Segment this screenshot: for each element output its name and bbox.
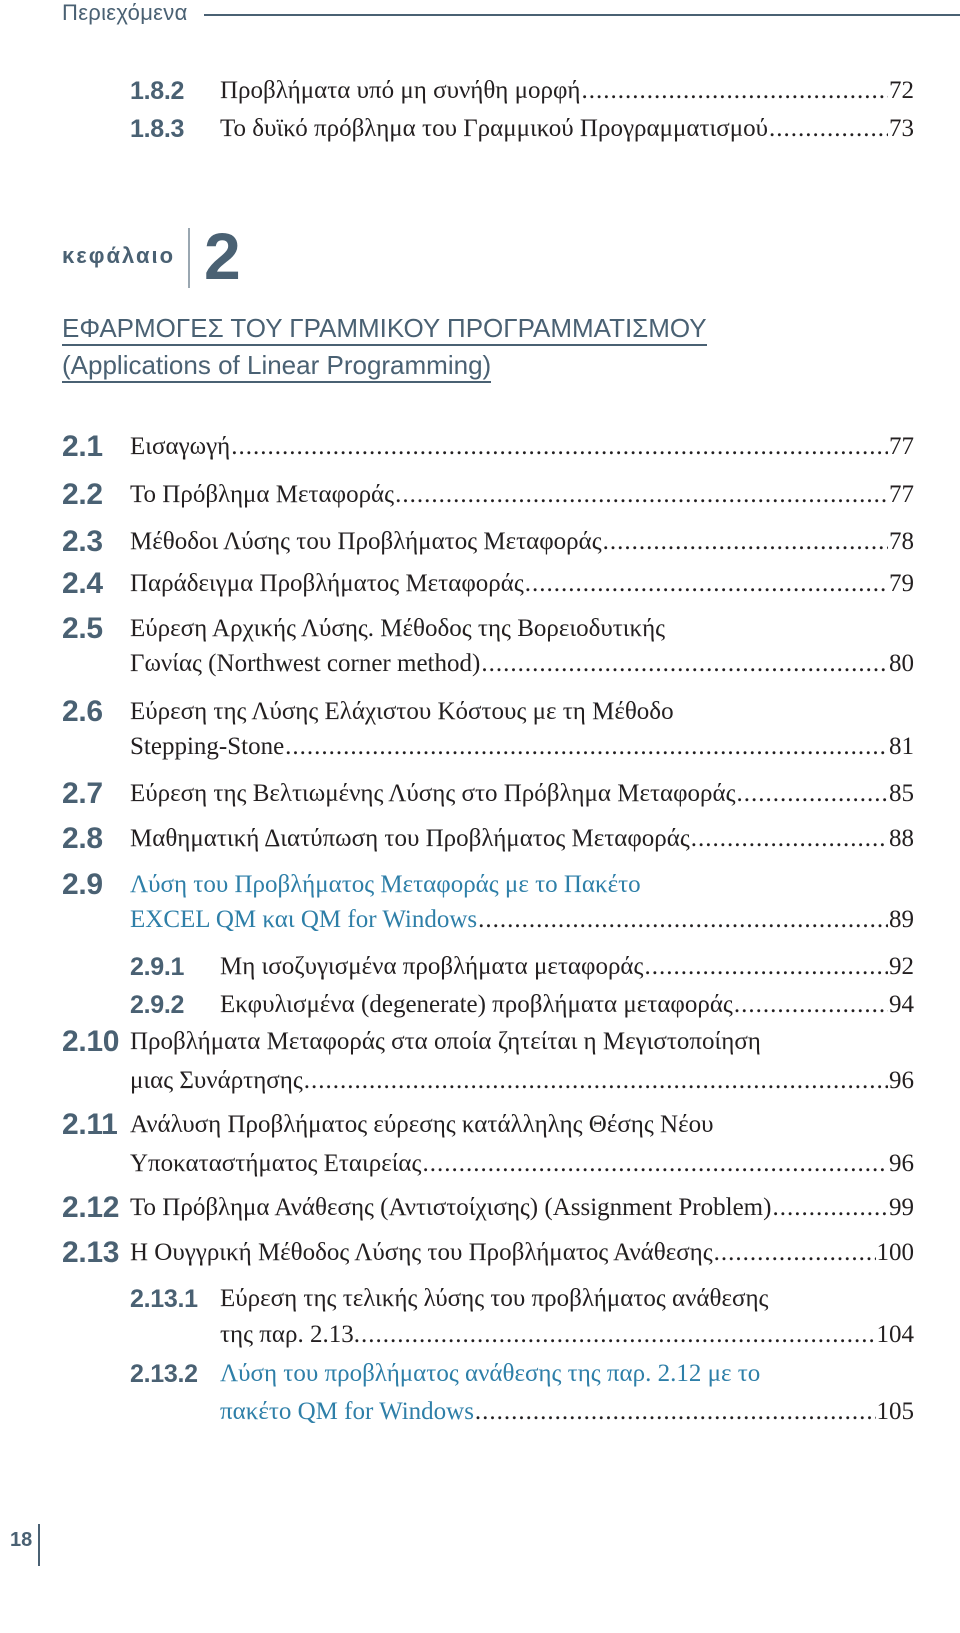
toc-text-line[interactable]: Λύση του προβλήματος ανάθεσης της παρ. 2.12 με το xyxy=(220,1360,761,1387)
toc-text: της παρ. 2.13. xyxy=(220,1321,360,1348)
toc-page: 79 xyxy=(889,570,914,597)
toc-number: 2.6 xyxy=(62,695,103,728)
toc-entry[interactable] xyxy=(130,1147,914,1181)
toc-page: 80 xyxy=(889,650,914,677)
toc-entry[interactable] xyxy=(220,988,914,1022)
toc-entry[interactable] xyxy=(130,647,914,681)
toc-number: 2.13 xyxy=(62,1236,120,1269)
toc-text: EXCEL QM και QM for Windows xyxy=(130,906,478,933)
toc-number: 2.12 xyxy=(62,1191,120,1224)
leader-dots xyxy=(603,525,888,559)
leader-dots xyxy=(478,903,888,937)
toc-text-line[interactable]: Λύση του Προβλήματος Μεταφοράς με το Πακέτο xyxy=(130,871,641,898)
toc-page: 88 xyxy=(889,825,914,852)
toc-text: Μέθοδοι Λύσης του Προβλήματος Μεταφοράς xyxy=(130,528,602,555)
toc-page: 100 xyxy=(876,1239,914,1266)
toc-number: 1.8.2 xyxy=(130,77,185,105)
toc-entry[interactable] xyxy=(130,478,914,512)
toc-number: 2.2 xyxy=(62,478,103,511)
toc-text: Stepping-Stone xyxy=(130,733,285,760)
toc-entry[interactable] xyxy=(220,112,914,146)
toc-entry[interactable] xyxy=(130,1191,914,1225)
toc-page: 85 xyxy=(889,780,914,807)
toc-number: 2.11 xyxy=(62,1108,118,1141)
toc-text-line[interactable]: Προβλήματα Μεταφοράς στα οποία ζητείται η Μεγιστοποίηση xyxy=(130,1028,761,1055)
toc-page: 81 xyxy=(889,733,914,760)
toc-entry[interactable] xyxy=(130,1064,914,1098)
toc-page: 72 xyxy=(889,77,914,104)
toc-number: 2.10 xyxy=(62,1025,120,1058)
toc-number: 2.9 xyxy=(62,868,103,901)
chapter-word: κεφάλαιο xyxy=(62,243,176,268)
toc-entry[interactable] xyxy=(130,777,914,811)
page-number-rule xyxy=(38,1524,40,1566)
toc-text-line[interactable]: Ανάλυση Προβλήματος εύρεσης κατάλληλης Θέσης Νέου xyxy=(130,1111,714,1138)
toc-number: 2.1 xyxy=(62,430,103,463)
chapter-title-english: (Applications of Linear Programming) xyxy=(62,349,491,383)
toc-text: Γωνίας (Northwest corner method) xyxy=(130,650,481,677)
leader-dots xyxy=(395,478,888,512)
leader-dots xyxy=(769,112,888,146)
toc-text: Μαθηματική Διατύπωση του Προβλήματος Μεταφοράς xyxy=(130,825,690,852)
leader-dots xyxy=(475,1395,876,1429)
leader-dots xyxy=(231,430,888,464)
leader-dots xyxy=(691,822,888,856)
toc-page: 89 xyxy=(889,906,914,933)
toc-number: 2.8 xyxy=(62,822,103,855)
chapter-number: 2 xyxy=(204,219,241,293)
toc-text: Εκφυλισμένα (degenerate) προβλήματα μεταφοράς xyxy=(220,991,733,1018)
toc-page: 92 xyxy=(889,953,914,980)
toc-text: Το Πρόβλημα Ανάθεσης (Αντιστοίχισης) (Assignment Problem) xyxy=(130,1194,772,1221)
toc-page: 94 xyxy=(889,991,914,1018)
toc-page: 77 xyxy=(889,481,914,508)
toc-entry[interactable] xyxy=(130,730,914,764)
toc-text: Υποκαταστήματος Εταιρείας xyxy=(130,1150,422,1177)
leader-dots xyxy=(525,567,888,601)
toc-text: Το δυϊκό πρόβλημα του Γραμμικού Προγραμματισμού xyxy=(220,115,769,142)
leader-dots xyxy=(481,647,888,681)
toc-number: 1.8.3 xyxy=(130,115,185,143)
toc-entry[interactable] xyxy=(220,74,914,108)
toc-text-line[interactable]: Εύρεση της Λύσης Ελάχιστου Κόστους με τη Μέθοδο xyxy=(130,698,674,725)
toc-text: Μη ισοζυγισμένα προβλήματα μεταφοράς xyxy=(220,953,644,980)
toc-number: 2.13.2 xyxy=(130,1360,198,1388)
toc-number: 2.5 xyxy=(62,612,103,645)
leader-dots xyxy=(737,777,889,811)
section-header: Περιεχόμενα xyxy=(62,0,188,25)
toc-page: 96 xyxy=(889,1067,914,1094)
toc-entry[interactable] xyxy=(220,1318,914,1352)
header-rule xyxy=(204,14,960,16)
leader-dots xyxy=(304,1064,888,1098)
toc-text: Εύρεση της Βελτιωμένης Λύσης στο Πρόβλημα Μεταφοράς xyxy=(130,780,736,807)
toc-page: 99 xyxy=(889,1194,914,1221)
page-number: 18 xyxy=(10,1529,33,1551)
toc-text: Προβλήματα υπό μη συνήθη μορφή xyxy=(220,77,581,104)
leader-dots xyxy=(582,74,888,108)
toc-text: Η Ουγγρική Μέθοδος Λύσης του Προβλήματος Ανάθεσης xyxy=(130,1239,713,1266)
toc-page: 77 xyxy=(889,433,914,460)
toc-entry[interactable] xyxy=(130,822,914,856)
toc-number: 2.9.2 xyxy=(130,991,185,1019)
toc-entry[interactable] xyxy=(130,567,914,601)
toc-entry[interactable] xyxy=(130,525,914,559)
leader-dots xyxy=(734,988,888,1022)
toc-number: 2.13.1 xyxy=(130,1285,198,1313)
toc-text: Το Πρόβλημα Μεταφοράς xyxy=(130,481,395,508)
leader-dots xyxy=(772,1191,888,1225)
toc-entry[interactable] xyxy=(220,950,914,984)
toc-entry[interactable] xyxy=(220,1395,914,1429)
toc-text: Εισαγωγή xyxy=(130,433,231,460)
chapter-divider xyxy=(188,228,190,288)
toc-number: 2.3 xyxy=(62,525,103,558)
toc-text: μιας Συνάρτησης xyxy=(130,1067,303,1094)
toc-page: 105 xyxy=(876,1398,914,1425)
leader-dots xyxy=(361,1318,876,1352)
leader-dots xyxy=(285,730,888,764)
chapter-title-greek: ΕΦΑΡΜΟΓΕΣ ΤΟΥ ΓΡΑΜΜΙΚΟΥ ΠΡΟΓΡΑΜΜΑΤΙΣΜΟΥ xyxy=(62,312,707,346)
toc-text-line[interactable]: Εύρεση Αρχικής Λύσης. Μέθοδος της Βορειοδυτικής xyxy=(130,615,666,642)
toc-text: πακέτο QM for Windows xyxy=(220,1398,474,1425)
toc-text-line[interactable]: Εύρεση της τελικής λύσης του προβλήματος ανάθεσης xyxy=(220,1285,769,1312)
toc-page: 104 xyxy=(876,1321,914,1348)
leader-dots xyxy=(714,1236,876,1270)
leader-dots xyxy=(422,1147,888,1181)
toc-entry[interactable] xyxy=(130,1236,914,1270)
toc-entry[interactable] xyxy=(130,903,914,937)
toc-number: 2.9.1 xyxy=(130,953,185,981)
toc-number: 2.4 xyxy=(62,567,103,600)
toc-page: 73 xyxy=(889,115,914,142)
toc-number: 2.7 xyxy=(62,777,103,810)
leader-dots xyxy=(644,950,888,984)
toc-entry[interactable] xyxy=(130,430,914,464)
toc-text: Παράδειγμα Προβλήματος Μεταφοράς xyxy=(130,570,524,597)
toc-page: 96 xyxy=(889,1150,914,1177)
toc-page: 78 xyxy=(889,528,914,555)
